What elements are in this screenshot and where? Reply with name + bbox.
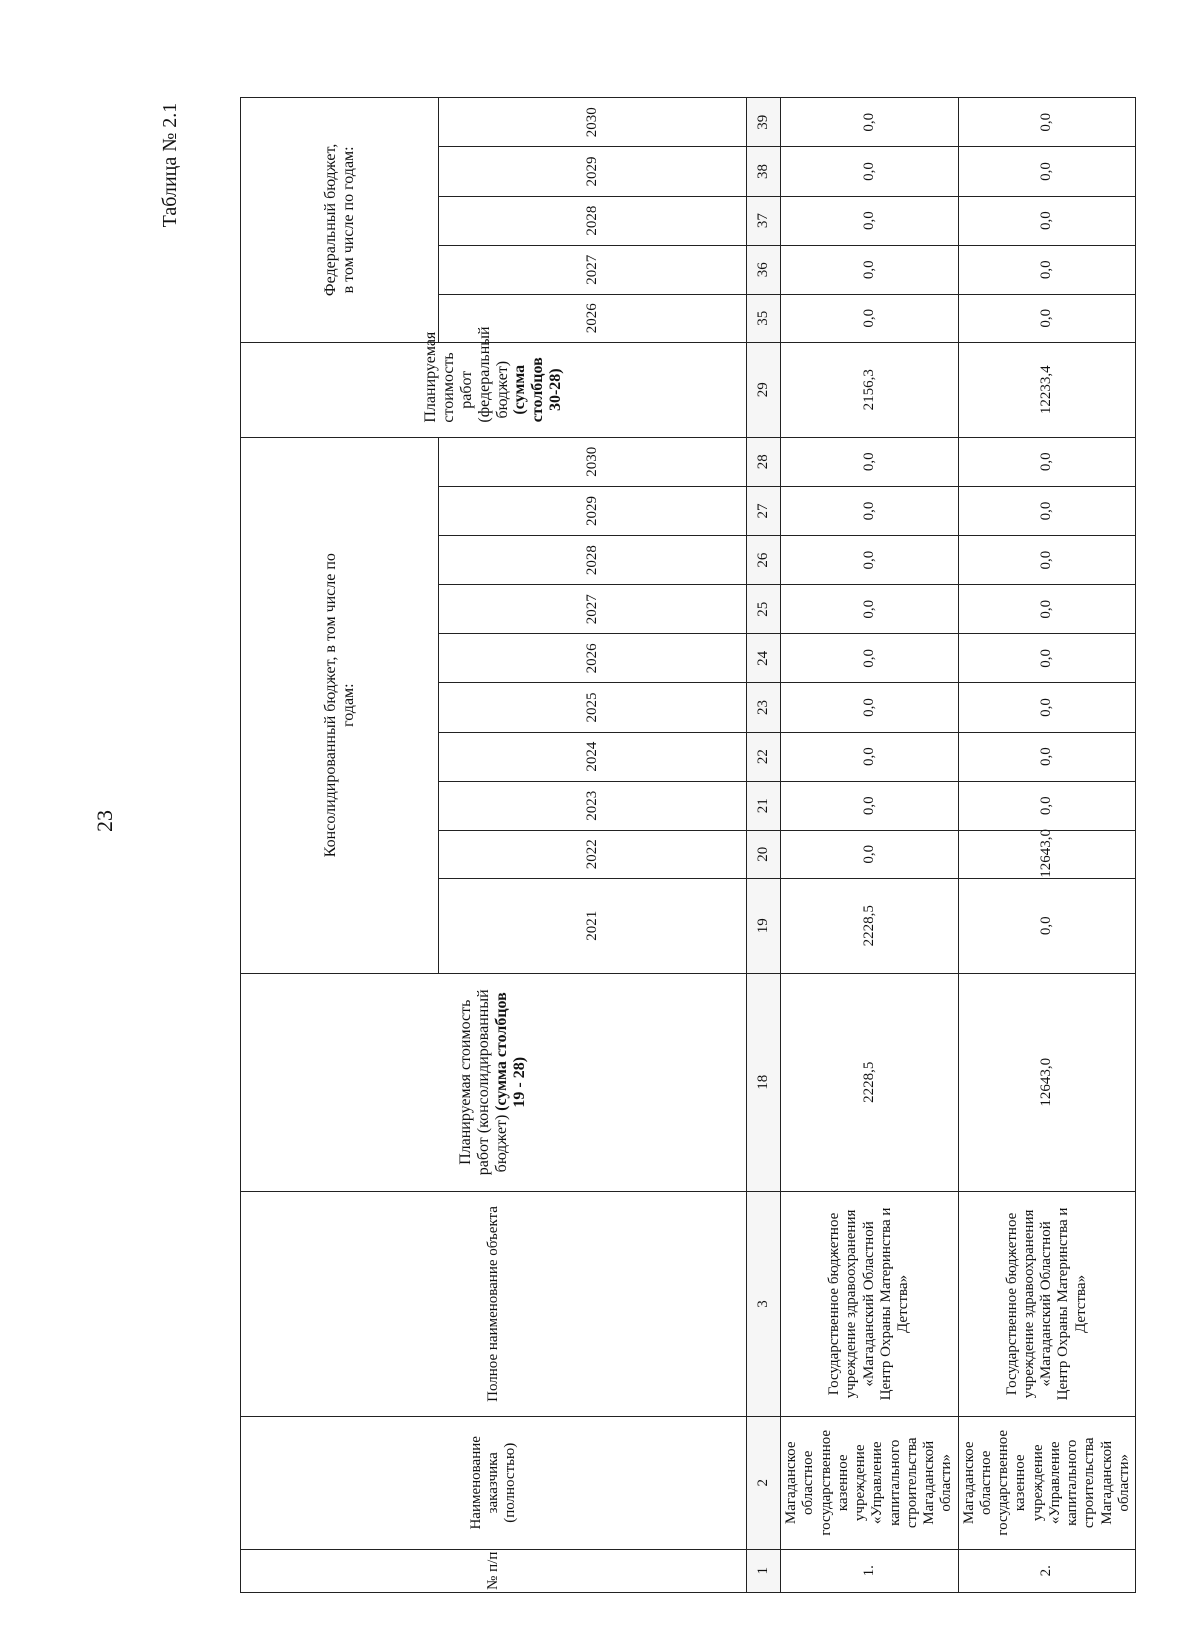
year-consolidated-2030: 2030 <box>439 437 747 486</box>
col-num-36: 36 <box>747 245 781 294</box>
col-num-21: 21 <box>747 781 781 830</box>
row-federal-year-value: 0,0 <box>958 294 1136 342</box>
rotated-table-container <box>240 97 1132 1593</box>
col-num-23: 23 <box>747 683 781 732</box>
header-num: № п/п <box>241 1549 747 1592</box>
row-consolidated-year-value: 0,0 <box>958 732 1136 781</box>
col-num-28: 28 <box>747 437 781 486</box>
row-consolidated-year-value: 2228,5 <box>781 878 959 973</box>
col-num-24: 24 <box>747 634 781 683</box>
row-consolidated-year-value: 0,0 <box>781 781 959 830</box>
col-num-1: 1 <box>747 1549 781 1592</box>
row-consolidated-year-value: 0,0 <box>781 536 959 585</box>
row-consolidated-year-value: 0,0 <box>781 683 959 732</box>
col-num-18: 18 <box>747 973 781 1191</box>
col-num-25: 25 <box>747 585 781 634</box>
header-federal-years-line2: в том числе по годам: <box>339 146 357 294</box>
row-consolidated-year-value: 0,0 <box>781 830 959 878</box>
row-federal-year-value: 0,0 <box>781 147 959 196</box>
row-consolidated-total: 2228,5 <box>781 973 959 1191</box>
year-federal-2027: 2027 <box>439 245 747 294</box>
row-consolidated-year-value: 12643,0 <box>958 830 1136 878</box>
row-consolidated-year-value: 0,0 <box>781 437 959 486</box>
row-consolidated-year-value: 0,0 <box>781 732 959 781</box>
row-customer: Магаданское областное государственное казенное учреждение «Управление капитального строительства Магаданской области» <box>781 1417 959 1550</box>
table-caption: Таблица № 2.1 <box>159 102 181 228</box>
row-consolidated-year-value: 0,0 <box>958 536 1136 585</box>
row-federal-total: 2156,3 <box>781 342 959 437</box>
col-num-20: 20 <box>747 830 781 878</box>
row-consolidated-year-value: 0,0 <box>958 585 1136 634</box>
row-consolidated-year-value: 0,0 <box>958 437 1136 486</box>
col-num-29: 29 <box>747 342 781 437</box>
row-consolidated-year-value: 0,0 <box>958 781 1136 830</box>
header-consolidated-years-line2: годам: <box>339 683 357 727</box>
year-consolidated-2027: 2027 <box>439 585 747 634</box>
col-num-3: 3 <box>747 1191 781 1416</box>
row-object: Государственное бюджетное учреждение здравоохранения «Магаданский Областной Центр Охраны Материнства и Детства» <box>958 1191 1136 1416</box>
col-num-26: 26 <box>747 536 781 585</box>
row-federal-year-value: 0,0 <box>781 196 959 245</box>
row-federal-total: 12233,4 <box>958 342 1136 437</box>
budget-table <box>240 97 1136 1593</box>
header-object: Полное наименование объекта <box>241 1191 747 1416</box>
row-federal-year-value: 0,0 <box>958 196 1136 245</box>
year-federal-2028: 2028 <box>439 196 747 245</box>
row-consolidated-year-value: 0,0 <box>958 486 1136 535</box>
col-num-37: 37 <box>747 196 781 245</box>
header-federal-total-line1: Планируемая стоимость работ (федеральный бюджет) <box>421 326 511 423</box>
header-federal-years <box>241 98 439 343</box>
col-num-22: 22 <box>747 732 781 781</box>
col-num-38: 38 <box>747 147 781 196</box>
year-consolidated-2028: 2028 <box>439 536 747 585</box>
header-federal-total-bold: (сумма столбцов 30-28) <box>511 357 565 423</box>
year-consolidated-2023: 2023 <box>439 781 747 830</box>
header-consolidated-years-line1: Консолидированный бюджет, в том числе по <box>321 553 339 858</box>
rotated-table-frame <box>240 97 1132 1593</box>
year-federal-2030: 2030 <box>439 98 747 147</box>
table-row <box>781 98 959 1593</box>
header-consolidated-total-line2: бюджет) <box>493 1114 511 1173</box>
row-consolidated-year-value: 0,0 <box>781 634 959 683</box>
year-consolidated-2026: 2026 <box>439 634 747 683</box>
page-number: 23 <box>92 810 117 832</box>
row-number: 1. <box>781 1549 959 1592</box>
year-consolidated-2029: 2029 <box>439 486 747 535</box>
header-federal-years-line1: Федеральный бюджет, <box>321 143 339 297</box>
col-num-27: 27 <box>747 486 781 535</box>
header-consolidated-years <box>241 437 439 973</box>
year-federal-2026: 2026 <box>439 294 747 342</box>
row-federal-year-value: 0,0 <box>781 294 959 342</box>
year-consolidated-2025: 2025 <box>439 683 747 732</box>
header-customer: Наименование заказчика (полностью) <box>241 1417 747 1550</box>
header-consolidated-total-line1: Планируемая стоимость работ (консолидированный <box>457 989 493 1176</box>
row-number: 2. <box>958 1549 1136 1592</box>
row-federal-year-value: 0,0 <box>958 147 1136 196</box>
row-object: Государственное бюджетное учреждение здравоохранения «Магаданский Областной Центр Охраны Материнства и Детства» <box>781 1191 959 1416</box>
header-federal-total <box>241 326 747 437</box>
col-num-39: 39 <box>747 98 781 147</box>
row-customer: Магаданское областное государственное казенное учреждение «Управление капитального строительства Магаданской области» <box>958 1417 1136 1550</box>
row-federal-year-value: 0,0 <box>781 245 959 294</box>
year-consolidated-2022: 2022 <box>439 830 747 878</box>
row-federal-year-value: 0,0 <box>958 98 1136 147</box>
year-consolidated-2021: 2021 <box>439 878 747 973</box>
row-consolidated-year-value: 0,0 <box>781 486 959 535</box>
year-consolidated-2024: 2024 <box>439 732 747 781</box>
row-consolidated-year-value: 0,0 <box>958 634 1136 683</box>
row-consolidated-year-value: 0,0 <box>958 683 1136 732</box>
header-row-1 <box>241 98 439 1593</box>
table-row <box>958 98 1136 1593</box>
header-consolidated-total-bold: (сумма столбцов 19 - 28) <box>493 992 529 1111</box>
year-federal-2029: 2029 <box>439 147 747 196</box>
row-federal-year-value: 0,0 <box>781 98 959 147</box>
column-number-row <box>747 98 781 1593</box>
row-consolidated-year-value: 0,0 <box>781 585 959 634</box>
col-num-19: 19 <box>747 878 781 973</box>
row-consolidated-year-value: 0,0 <box>958 878 1136 973</box>
row-federal-year-value: 0,0 <box>958 245 1136 294</box>
col-num-2: 2 <box>747 1417 781 1550</box>
header-consolidated-total <box>241 973 747 1191</box>
col-num-35: 35 <box>747 294 781 342</box>
row-consolidated-total: 12643,0 <box>958 973 1136 1191</box>
